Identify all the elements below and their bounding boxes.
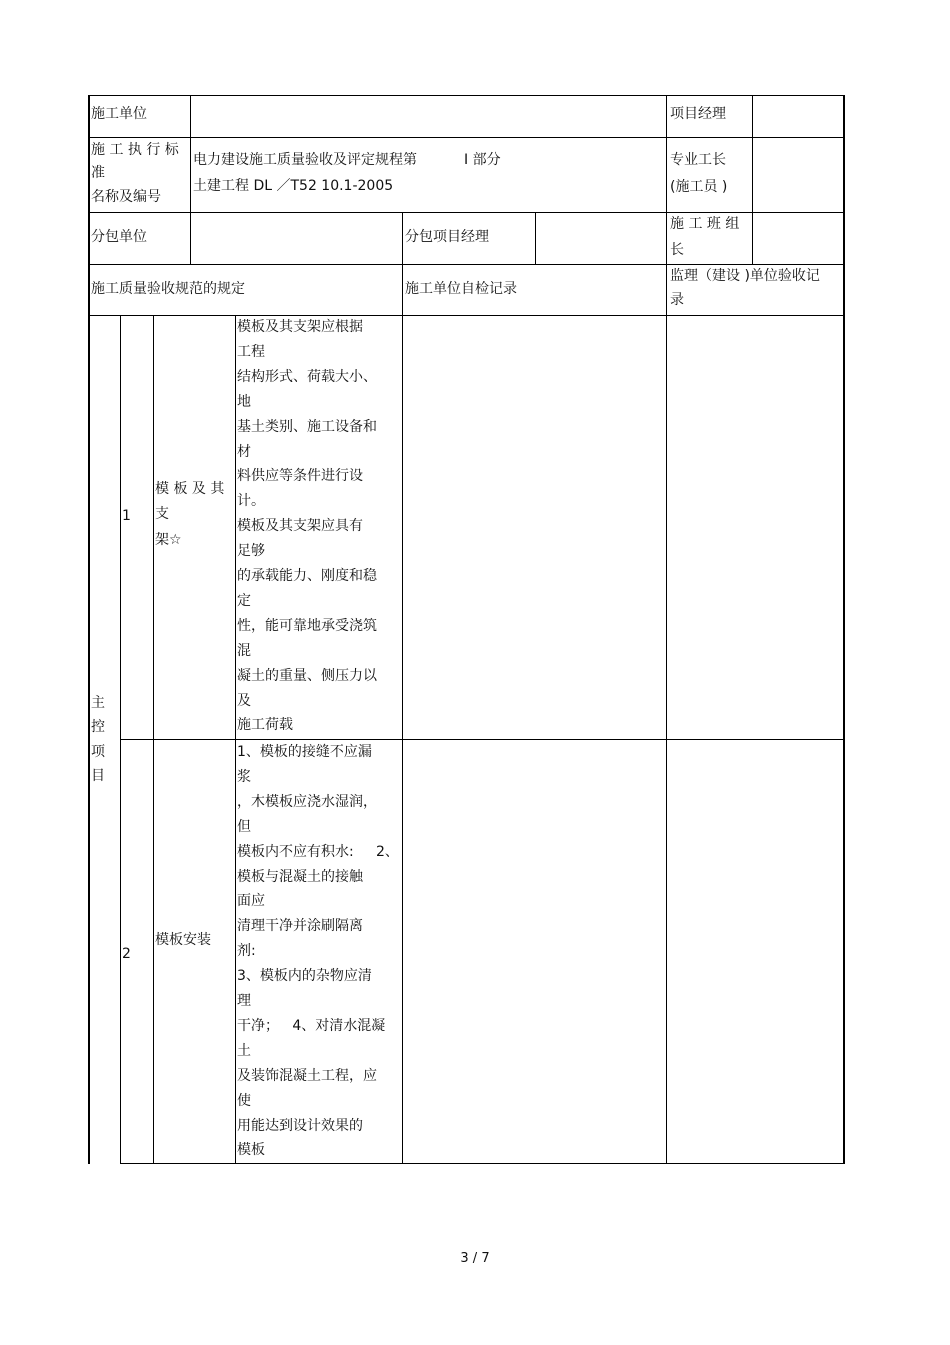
rule-col-subpm [535,212,536,265]
rule-col-a [190,95,191,213]
rule-col-cat [120,315,121,1164]
spec-line: 的承载能力、刚度和稳 [237,568,377,584]
spec-line: 地 [237,393,251,410]
item-1-name-line3: 架☆ [155,532,182,548]
spec-line: 剂: [237,943,256,960]
spec-line: 结构形式、荷载大小、 [237,368,377,385]
rule-item1-bottom [120,739,845,740]
standard-label-line2: 准 [91,165,105,181]
item-1-name-line2: 支 [155,506,169,522]
spec-line: 及装饰混凝土工程，应 [237,1067,377,1084]
spec-line: 计。 [237,493,265,510]
construction-unit-label: 施工单位 [91,106,147,122]
spec-line: 施工荷载 [237,717,293,734]
team-leader-line1: 施 工 班 组 [670,216,740,232]
rule-right [843,95,845,1164]
rule-col-pmval [752,95,753,265]
category-char-2: 控 [91,719,105,735]
standard-value-line1: 电力建设施工质量验收及评定规程第 [193,152,417,168]
spec-line: 但 [237,818,251,835]
spec-line: 性，能可靠地承受浇筑 [237,617,377,634]
spec-line: 土 [237,1042,251,1059]
spec-line: 模板及其支架应具有 [237,518,363,535]
rule-top [89,95,845,96]
rule-col-name [235,315,236,1164]
spec-line: 足够 [237,543,265,560]
subcontract-pm-label: 分包项目经理 [405,229,489,245]
rule-row4 [89,315,845,316]
category-char-4: 目 [91,768,105,784]
rule-item2-bottom [120,1163,845,1164]
rule-col-num [153,315,154,1164]
rule-col-sub [190,212,191,265]
rule-left [88,95,90,1164]
spec-line: 理 [237,993,251,1009]
rule-col-mid [402,212,403,1164]
spec-line: 用能达到设计效果的 [237,1117,363,1134]
spec-line: 模板与混凝土的接触 [237,868,363,885]
standard-label-line1: 施 工 执 行 标 [91,142,179,158]
standard-value-line2: 土建工程 DL ／T52 10.1-2005 [193,178,394,194]
page-number: 3 / 7 [460,1251,490,1266]
spec-line: 料供应等条件进行设 [237,468,363,485]
category-char-1: 主 [91,695,105,711]
spec-label: 施工质量验收规范的规定 [91,281,245,297]
project-manager-label: 项目经理 [670,106,726,122]
standard-value-part: I 部分 [464,152,501,168]
spec-line: 干净； 4、对清水混凝 [237,1017,386,1034]
category-char-3: 项 [91,744,105,760]
spec-line: 基土类别、施工设备和 [237,418,377,435]
team-leader-line2: 长 [670,242,684,258]
spec-line: 及 [237,692,251,709]
spec-line: 使 [237,1092,251,1109]
spec-line: 定 [237,592,251,609]
spec-line: 混 [237,642,251,659]
spec-line: 清理干净并涂刷隔离 [237,918,363,935]
item-1-name-line1: 模 板 及 其 [155,481,225,497]
spec-line: ，木模板应浇水湿润， [237,793,377,810]
item-2-number: 2 [122,946,131,962]
rule-row1 [89,137,845,138]
item-2-name: 模板安装 [155,932,211,948]
spec-line: 3、模板内的杂物应清 [237,968,372,985]
spec-line: 材 [237,443,251,460]
self-check-label: 施工单位自检记录 [405,281,517,297]
spec-line: 模板内不应有积水: 2、 [237,843,399,860]
subcontract-label: 分包单位 [91,229,147,245]
spec-line: 面应 [237,893,265,910]
spec-line: 1、模板的接缝不应漏 [237,744,372,760]
foreman-label-line2: (施工员 ) [670,179,728,195]
item-1-number: 1 [122,508,131,524]
spec-line: 浆 [237,768,251,785]
rule-col-pm [666,95,667,1164]
foreman-label-line1: 专业工长 [670,152,726,168]
supervision-label-line1: 监理（建设 )单位验收记 [670,268,820,284]
standard-label-line3: 名称及编号 [91,189,161,205]
spec-line: 模板及其支架应根据 [237,319,363,335]
supervision-label-line2: 录 [670,292,684,308]
spec-line: 工程 [237,343,265,360]
spec-line: 凝土的重量、侧压力以 [237,667,377,684]
spec-line: 模板 [237,1142,265,1159]
